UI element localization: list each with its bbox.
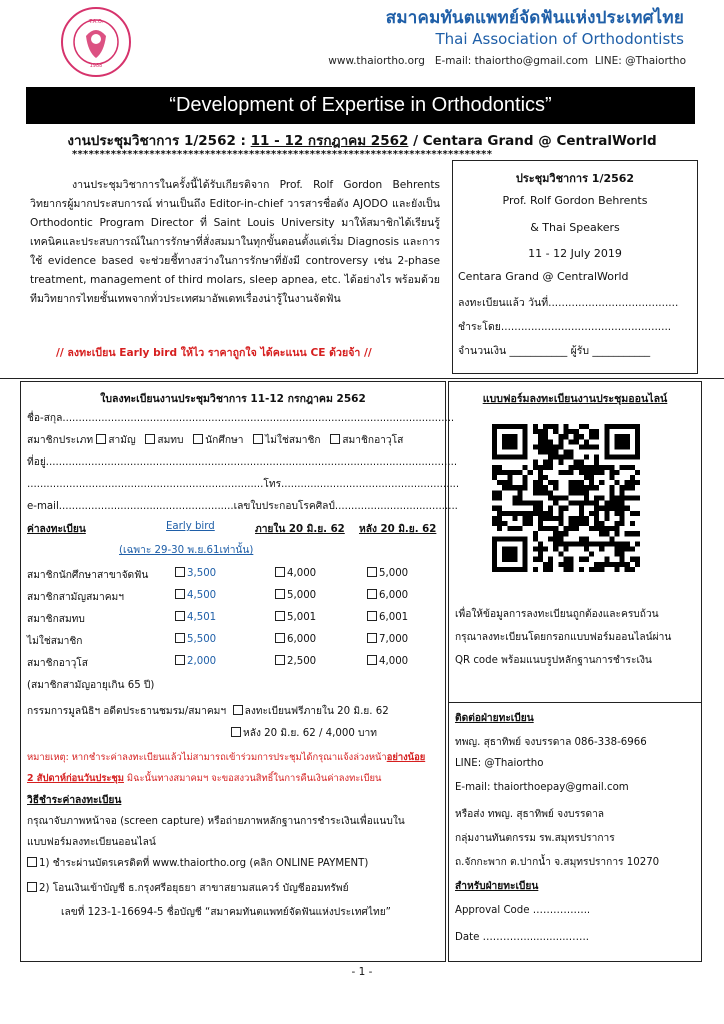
contact-person: ทพญ. สุธาทิพย์ จงบรรดาล 086-338-6966 [455, 737, 647, 748]
member-type-row [27, 432, 403, 448]
fee-within[interactable]: 2,500 [275, 655, 316, 667]
name-field[interactable]: ชื่อ-สกุล......................................................................................................................... [27, 413, 455, 424]
fee-within[interactable]: 6,000 [275, 633, 316, 645]
intro-text [30, 176, 440, 309]
email-field[interactable]: e-mail......................................................เลขใบประกอบโรคศิลป์...................................... [27, 501, 458, 512]
checkbox-committee-free[interactable] [233, 705, 243, 715]
conf-date: 11 - 12 กรกฎาคม 2562 [250, 133, 409, 149]
org-name-english: Thai Association of Orthodontists [435, 30, 684, 48]
online-desc-2: กรุณาลงทะเบียนโดยกรอกแบบฟอร์มออนไลน์ผ่าน [455, 632, 672, 643]
pay-card-label: 1) ชำระผ่านบัตรเครดิตที่ www.thaiortho.org (คลิก ONLINE PAYMENT) [39, 858, 369, 869]
star-divider: **************************************************************************** [72, 149, 493, 160]
approval-code-field[interactable]: Approval Code …………….. [455, 905, 591, 916]
committee-after-row [231, 725, 377, 741]
remark-emphasis-2: 2 สัปดาห์ก่อนวันประชุม [27, 773, 124, 784]
checkbox-pay-transfer[interactable] [27, 882, 37, 892]
section-divider [0, 378, 724, 379]
member-type-label: สมาชิกประเภท [27, 435, 94, 446]
payment-desc-2: แบบฟอร์มลงทะเบียนออนไลน์ [27, 837, 156, 848]
payment-header: วิธีชำระค่าลงทะเบียน [27, 795, 122, 806]
staff-header: สำหรับฝ่ายทะเบียน [455, 881, 539, 892]
remark-emphasis-1: อย่างน้อย [386, 752, 426, 763]
opt-senior: สมาชิกอาวุโส [342, 435, 404, 446]
committee-after-label: หลัง 20 มิ.ย. 62 / 4,000 บาท [243, 728, 377, 739]
summary-date: 11 - 12 July 2019 [528, 247, 622, 260]
fee-early[interactable]: 3,500 [175, 567, 216, 579]
box-divider [449, 702, 701, 703]
opt-associate: สมทบ [157, 435, 184, 446]
fee-row-label: สมาชิกสามัญสมาคมฯ [27, 592, 124, 603]
earlybird-promo: // ลงทะเบียน Early bird ให้ไว ราคาถูกใจ ได้คะแนน CE ด้วยจ้า // [56, 347, 372, 359]
fee-header: ค่าลงทะเบียน [27, 524, 86, 535]
fee-early[interactable]: 5,500 [175, 633, 216, 645]
bank-account-info: เลขที่ 123-1-16694-5 ชื่อบัญชี “สมาคมทันตแพทย์จัดฟันแห่งประเทศไทย” [61, 907, 391, 918]
fee-within[interactable]: 5,001 [275, 611, 316, 623]
fee-after[interactable]: 6,000 [367, 589, 408, 601]
intro-paragraph: งานประชุมวิชาการในครั้งนี้ได้รับเกียรติจาก Prof. Rolf Gordon Behrents วิทยากรผู้มากประสบการณ์ ท่านเป็นถึง Editor-in-chief วารสารชื่อดัง AJODO และยังเป็น Orthodontic Program Director ที่ Saint Louis University มาให้สมาชิกได้เรียนรู้เทคนิคและประสบการณ์ในการรักษาที่สั่งสมมาในทุกขั้นตอนตั้งแต่เริ่ม Diagnosis และการใช้ evidence based จะช่วยชี้ทางสว่างในการรักษาที่ยังมี controversy เช่น 2-phase treatment, management of third molars, sleep apnea, etc. ได้อย่างไร พร้อมด้วยทีมวิทยากรไทยชั้นเทพจากทั่วประเทศมาอัพเดทเรื่องน่ารู้ในงานจัดฟัน [30, 179, 440, 305]
fee-within[interactable]: 4,000 [275, 567, 316, 579]
page-number: - 1 - [351, 966, 373, 978]
conf-venue: / Centara Grand @ CentralWorld [408, 133, 657, 149]
pay-transfer-label: 2) โอนเงินเข้าบัญชี ธ.กรุงศรีอยุธยา สาขาสยามสแควร์ บัญชีออมทรัพย์ [39, 883, 349, 894]
fee-within[interactable]: 5,000 [275, 589, 316, 601]
phone-field[interactable]: .........................................................................โทร....................................................... [27, 479, 460, 490]
fee-early[interactable]: 2,000 [175, 655, 216, 667]
fee-early[interactable]: 4,501 [175, 611, 216, 623]
contact-department: กลุ่มงานทันตกรรม รพ.สมุทรปราการ [455, 833, 615, 844]
opt-student: นักศึกษา [205, 435, 244, 446]
online-desc-1: เพื่อให้ข้อมูลการลงทะเบียนถูกต้องและครบถ้วน [455, 609, 659, 620]
fee-after[interactable]: 7,000 [367, 633, 408, 645]
payment-desc-1: กรุณาจับภาพหน้าจอ (screen capture) หรือถ่ายภาพหลักฐานการชำระเงินเพื่อแนบใน [27, 816, 405, 827]
contact-line: LINE: @Thaiortho [455, 758, 544, 769]
amount-receiver-field: จำนวนเงิน ___________ ผู้รับ ___________ [458, 345, 651, 357]
logo-center: T.A.O. [88, 19, 104, 25]
summary-speaker: Prof. Rolf Gordon Behrents [502, 194, 648, 207]
checkbox-regular[interactable] [96, 434, 106, 444]
contact-header: ติดต่อฝ่ายทะเบียน [455, 713, 534, 724]
registration-form [20, 381, 460, 962]
fee-after[interactable]: 5,000 [367, 567, 408, 579]
date-field[interactable]: Date ………….............……. [455, 932, 590, 943]
checkbox-student[interactable] [193, 434, 203, 444]
registration-qr-code[interactable] [492, 424, 640, 572]
col-within-date: ภายใน 20 มิ.ย. 62 [255, 524, 345, 535]
fee-row-label: สมาชิกนักศึกษาสาขาจัดฟัน [27, 570, 149, 581]
remark-line-1 [27, 750, 425, 765]
committee-row [27, 703, 389, 719]
fee-after[interactable]: 6,001 [367, 611, 408, 623]
summary-thai-speakers: & Thai Speakers [530, 221, 620, 234]
remark-text-1: หมายเหตุ: หากชำระค่าลงทะเบียนแล้วไม่สามารถเข้าร่วมการประชุมได้กรุณาแจ้งล่วงหน้า [27, 752, 387, 763]
registered-date-field: ลงทะเบียนแล้ว วันที่....................................... [458, 297, 679, 309]
checkbox-non-member[interactable] [253, 434, 263, 444]
org-name-thai: สมาคมทันตแพทย์จัดฟันแห่งประเทศไทย [385, 8, 684, 28]
remark-text-2: มิฉะนั้นทางสมาคมฯ จะขอสงวนสิทธิ์ในการคืนเงินค่าลงทะเบียน [123, 773, 382, 784]
opt-non-member: ไม่ใช่สมาชิก [265, 435, 321, 446]
fee-row-label: ไม่ใช่สมาชิก [27, 636, 83, 647]
form-title: ใบลงทะเบียนงานประชุมวิชาการ 11-12 กรกฎาคม 2562 [100, 393, 366, 405]
opt-regular: สามัญ [108, 435, 136, 446]
contact-email: E-mail: thaiorthoepay@gmail.com [455, 782, 629, 793]
summary-venue: Centara Grand @ CentralWorld [458, 270, 629, 283]
fee-row-label: สมาชิกอาวุโส [27, 658, 88, 669]
col-after-date: หลัง 20 มิ.ย. 62 [359, 524, 437, 535]
registration-summary-box [452, 160, 698, 374]
event-title: “Development of Expertise in Orthodontics” [26, 87, 695, 124]
summary-event: ประชุมวิชาการ 1/2562 [515, 172, 635, 185]
senior-note: (สมาชิกสามัญอายุเกิน 65 ปี) [27, 680, 155, 691]
contact-mail-to: หรือส่ง ทพญ. สุธาทิพย์ จงบรรดาล [455, 809, 605, 820]
fee-row-label: สมาชิกสมทบ [27, 614, 85, 625]
committee-label: กรรมการมูลนิธิฯ อดีตประธานชมรม/สมาคมฯ [27, 706, 227, 717]
paid-by-field: ชำระโดย................................................... [458, 321, 672, 333]
logo-year: 1988 [89, 63, 103, 69]
checkbox-senior[interactable] [330, 434, 340, 444]
col-early-bird: Early bird [166, 521, 215, 532]
association-logo [60, 6, 132, 78]
fee-early[interactable]: 4,500 [175, 589, 216, 601]
checkbox-committee-after[interactable] [231, 727, 241, 737]
payment-option-transfer [27, 880, 349, 896]
committee-free-label: ลงทะเบียนฟรีภายใน 20 มิ.ย. 62 [244, 706, 389, 717]
online-desc-3: QR code พร้อมแนบรูปหลักฐานการชำระเงิน [455, 655, 652, 666]
early-bird-note: (เฉพาะ 29-30 พ.ย.61เท่านั้น) [119, 545, 254, 556]
payment-option-card [27, 855, 368, 871]
conference-line [0, 129, 724, 151]
conf-prefix: งานประชุมวิชาการ 1/2562 : [67, 133, 251, 149]
address-field[interactable]: ที่อยู่............................................................................................................................... [27, 457, 458, 468]
fee-after[interactable]: 4,000 [367, 655, 408, 667]
online-form-header: แบบฟอร์มลงทะเบียนงานประชุมออนไลน์ [482, 393, 668, 405]
org-contact-line: www.thaiortho.org E-mail: thaiortho@gmail.com LINE: @Thaiortho [328, 55, 686, 67]
checkbox-pay-card[interactable] [27, 857, 37, 867]
checkbox-associate[interactable] [145, 434, 155, 444]
contact-address: ถ.จักกะพาก ต.ปากน้ำ จ.สมุทรปราการ 10270 [455, 857, 660, 868]
remark-line-2 [27, 771, 381, 786]
